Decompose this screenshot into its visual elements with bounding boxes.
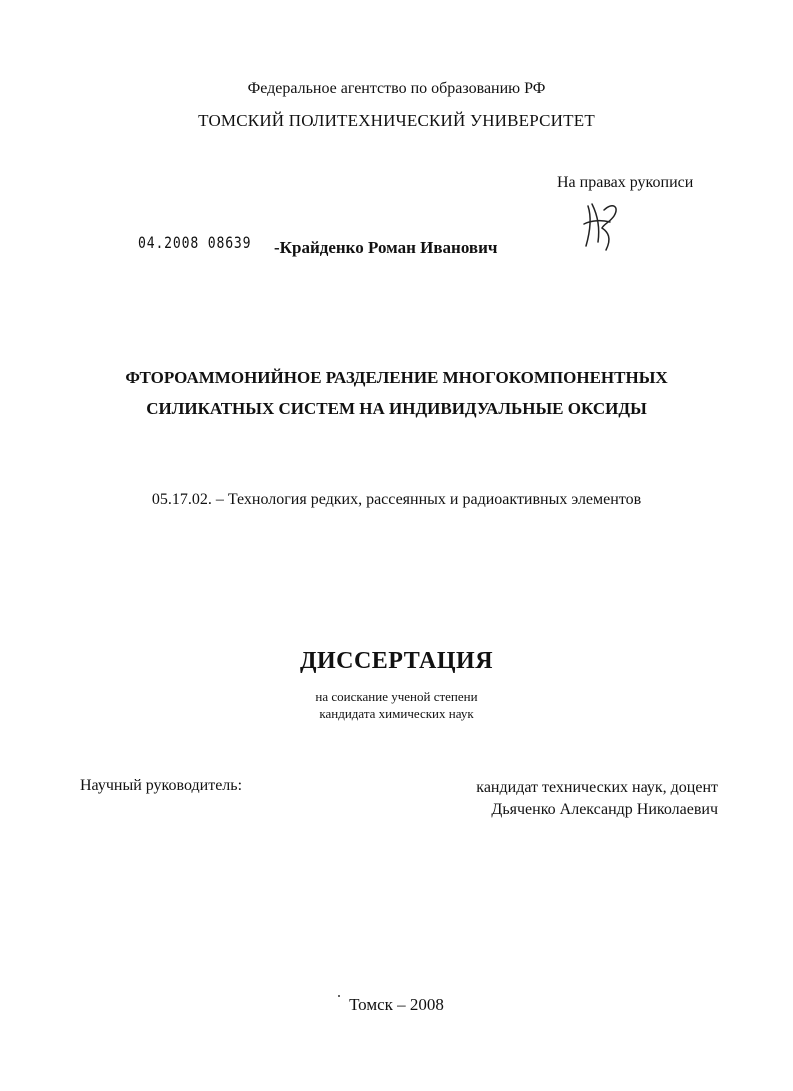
manuscript-rights-note: На правах рукописи <box>557 174 694 191</box>
advisor-info <box>400 777 718 821</box>
signature-icon <box>578 198 624 258</box>
city-year: Томск – 2008 <box>349 995 444 1014</box>
advisor-title: кандидат технических наук, доцент <box>476 779 718 796</box>
dissertation-title <box>0 362 793 424</box>
degree-line-2: кандидата химических наук <box>319 706 474 721</box>
degree-line-1: на соискание ученой степени <box>315 689 478 704</box>
degree-block <box>0 688 793 722</box>
agency-name: Федеральное агентство по образованию РФ <box>247 80 546 97</box>
university-name: ТОМСКИЙ ПОЛИТЕХНИЧЕСКИЙ УНИВЕРСИТЕТ <box>198 111 595 130</box>
title-line-2: СИЛИКАТНЫХ СИСТЕМ НА ИНДИВИДУАЛЬНЫЕ ОКСИДЫ <box>146 399 647 418</box>
registration-stamp: 04.2008 08639 <box>138 233 252 252</box>
document-type: ДИССЕРТАЦИЯ <box>299 648 494 674</box>
author-name: -Крайденко Роман Иванович <box>274 238 498 257</box>
advisor-label: Научный руководитель: <box>80 777 243 794</box>
title-line-1: ФТОРОАММОНИЙНОЕ РАЗДЕЛЕНИЕ МНОГОКОМПОНЕНТНЫХ <box>125 368 668 387</box>
specialty-code: 05.17.02. – Технология редких, рассеянных и радиоактивных элементов <box>151 491 642 508</box>
advisor-name: Дьяченко Александр Николаевич <box>491 801 718 818</box>
